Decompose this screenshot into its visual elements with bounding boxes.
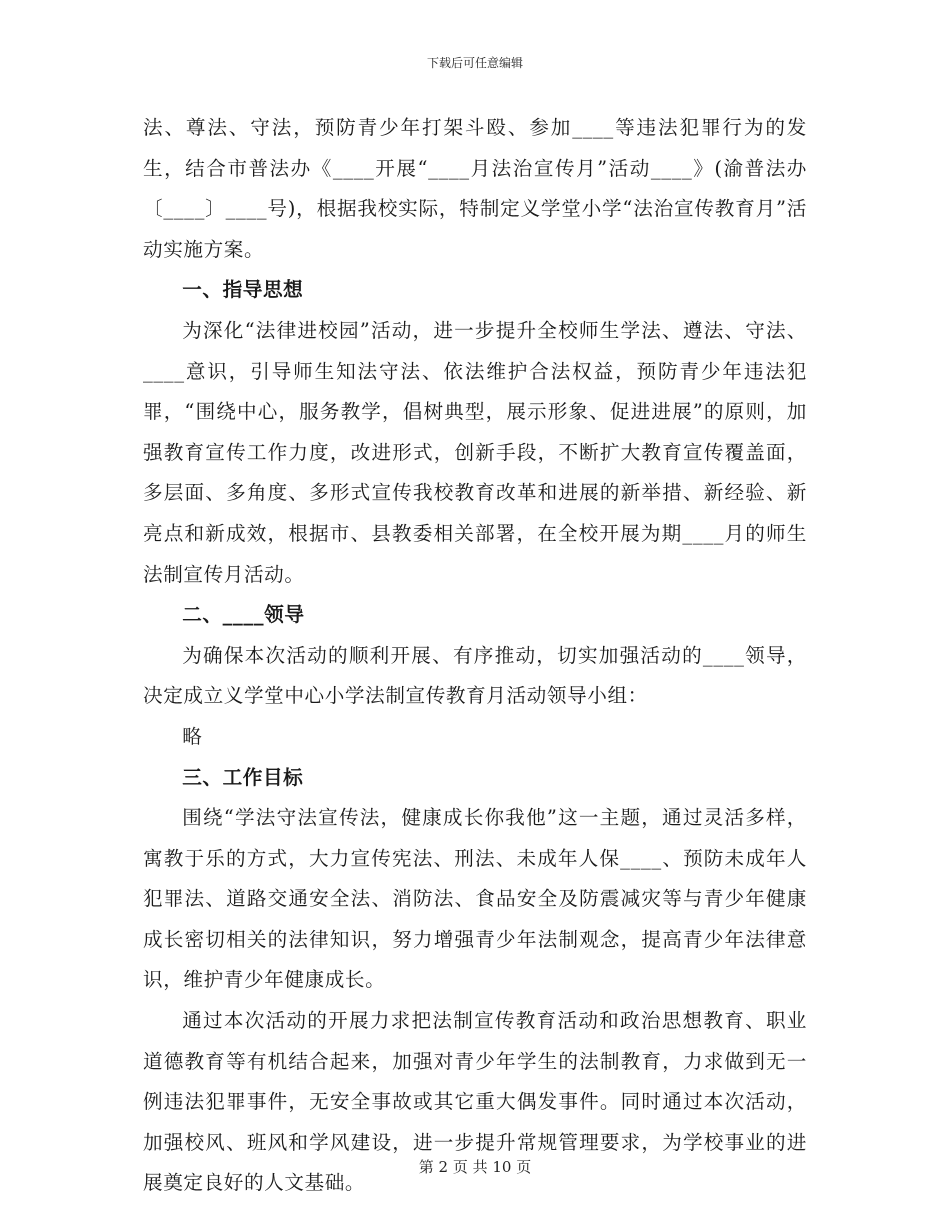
paragraph-intro-continuation: 法、尊法、守法，预防青少年打架斗殴、参加____等违法犯罪行为的发生，结合市普法办《____开展“____月法治宣传月”活动____》(渝普法办〔____〕____号)，根据我校实际，特制定义学堂小学“法治宣传教育月”活动实施方案。: [143, 116, 807, 261]
section-heading-leadership: 二、____领导: [182, 603, 305, 627]
section-heading-work-goals: 三、工作目标: [182, 765, 304, 789]
page-header-note: 下载后可任意编辑: [426, 56, 523, 70]
section-heading-guiding-ideology: 一、指导思想: [182, 278, 304, 302]
paragraph-guiding-ideology: 为深化“法律进校园”活动，进一步提升全校师生学法、遵法、守法、____意识，引导师生知法守法、依法维护合法权益，预防青少年违法犯罪，“围绕中心，服务教学，倡树典型，展示形象、促进进展”的原则，加强教育宣传工作力度，改进形式，创新手段，不断扩大教育宣传覆盖面，多层面、多角度、多形式宣传我校教育改革和进展的新举措、新经验、新亮点和新成效，根据市、县教委相关部署，在全校开展为期____月的师生法制宣传月活动。: [143, 318, 807, 586]
paragraph-leadership: 为确保本次活动的顺利开展、有序推动，切实加强活动的____领导，决定成立义学堂中心小学法制宣传教育月活动领导小组：: [143, 643, 807, 708]
paragraph-work-goals: 围绕“学法守法宣传法，健康成长你我他”这一主题，通过灵活多样，寓教于乐的方式，大力宣传宪法、刑法、未成年人保____、预防未成年人犯罪法、道路交通安全法、消防法、食品安全及防震减灾等与青少年健康成长密切相关的法律知识，努力增强青少年法制观念，提高青少年法律意识，维护青少年健康成长。: [143, 806, 807, 992]
paragraph-work-goals-2: 通过本次活动的开展力求把法制宣传教育活动和政治思想教育、职业道德教育等有机结合起来，加强对青少年学生的法制教育，力求做到无一例违法犯罪事件，无安全事故或其它重大偶发事件。同时通过本次活动，加强校风、班风和学风建设，进一步提升常规管理要求，为学校事业的进展奠定良好的人文基础。: [143, 1009, 807, 1195]
paragraph-omitted: 略: [182, 724, 203, 748]
document-body: [143, 108, 807, 1204]
page-number-footer: 第 2 页 共 10 页: [418, 1158, 532, 1176]
